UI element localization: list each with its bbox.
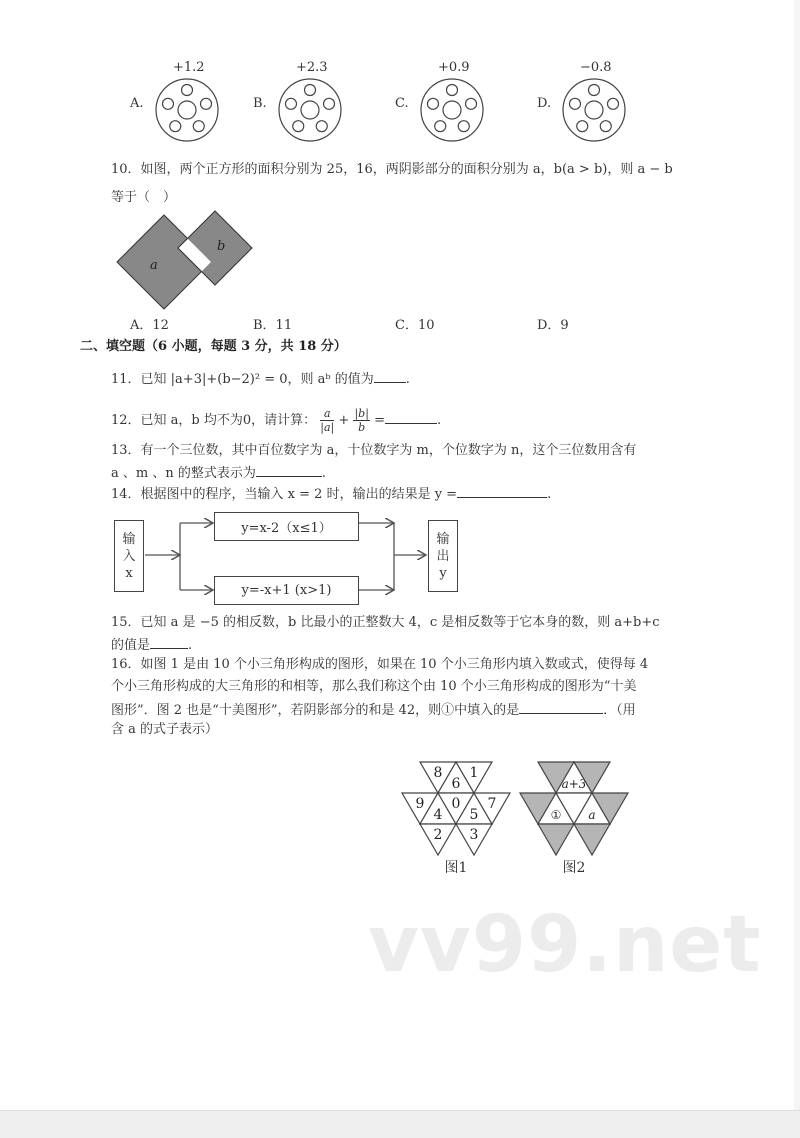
small-triangle xyxy=(538,824,574,855)
triangle-label: 5 xyxy=(469,807,479,823)
figure-caption: 图2 xyxy=(562,860,586,876)
branch-bottom-box: y=-x+1 (x>1) xyxy=(214,576,359,605)
q13-line2: a 、m 、n 的整式表示为 . xyxy=(111,466,326,481)
triangle-label: 8 xyxy=(433,765,443,781)
q10-option-a: A．12 xyxy=(130,318,169,333)
triangle-label: 9 xyxy=(415,796,425,812)
figure-caption: 图1 xyxy=(444,860,468,876)
squares-figure xyxy=(110,205,260,317)
bottom-bar xyxy=(0,1110,800,1138)
q14-text: 14．根据图中的程序，当输入 x = 2 时，输出的结果是 y = . xyxy=(111,487,552,502)
wheel-icon xyxy=(419,77,485,143)
triangle-label: ① xyxy=(550,808,562,822)
equals-sign: = xyxy=(374,413,385,428)
q9-option-letter: C. xyxy=(395,96,409,111)
q16-line1: 16．如图 1 是由 10 个小三角形构成的图形，如果在 10 个小三角形内填入数或式，使得每 4 xyxy=(111,657,649,672)
q15-line1: 15．已知 a 是 −5 的相反数，b 比最小的正整数大 4，c 是相反数等于它本身的数，则 a+b+c xyxy=(111,615,660,630)
fraction-a: $\frac{a}{|a|}$ xyxy=(320,407,335,434)
q11-end: . xyxy=(405,372,410,387)
input-box: 输 入 x xyxy=(114,520,144,592)
label-a: a xyxy=(150,258,158,273)
q16-line2: 个小三角形构成的大三角形的和相等，那么我们称这个由 10 个小三角形构成的图形为“十美 xyxy=(111,679,637,694)
q9-option-letter: D. xyxy=(537,96,552,111)
branch-top-box: y=x-2（x≤1） xyxy=(214,512,359,541)
scroll-edge xyxy=(794,0,800,1110)
fraction-b: $\frac{|b|}{b}$ xyxy=(354,407,369,434)
q13-line1: 13．有一个三位数，其中百位数字为 a，十位数字为 m，个位数字为 n，这个三位数用含有 xyxy=(111,443,637,458)
q9-option-value: +1.2 xyxy=(173,60,205,75)
wheel-icon xyxy=(561,77,627,143)
q10-option-d: D．9 xyxy=(537,318,569,333)
q9-option-value: +0.9 xyxy=(438,60,470,75)
plus-sign: + xyxy=(338,413,350,428)
triangle-label: 0 xyxy=(451,796,461,812)
small-triangle xyxy=(574,824,610,855)
q12 xyxy=(111,404,441,438)
q11-text: 11．已知 |a+3|+(b−2)² = 0，则 aᵇ 的值为 xyxy=(111,372,374,387)
q9-option-value: −0.8 xyxy=(580,60,612,75)
q11 xyxy=(111,370,410,388)
q9-option-letter: B. xyxy=(253,96,267,111)
q10-option-b: B．11 xyxy=(253,318,293,333)
q10-line2: 等于（ ） xyxy=(111,190,177,205)
section-title: 二、填空题（6 小题，每题 3 分，共 18 分） xyxy=(80,339,347,354)
label-b: b xyxy=(217,239,226,254)
q16-line3: 图形”．图 2 也是“十美图形”，若阴影部分的和是 42，则①中填入的是 ．（用 xyxy=(111,703,636,718)
triangle-label: 7 xyxy=(487,796,497,812)
q9-option-value: +2.3 xyxy=(296,60,328,75)
q10-option-c: C．10 xyxy=(395,318,435,333)
watermark: vv99.net xyxy=(368,900,762,990)
triangle-label: 2 xyxy=(433,827,443,843)
triangle-label: 3 xyxy=(469,827,479,843)
wheel-icon xyxy=(154,77,220,143)
triangle-label: 4 xyxy=(433,807,443,823)
q10-line1: 10．如图，两个正方形的面积分别为 25，16，两阴影部分的面积分别为 a，b(a > b)，则 a − b xyxy=(111,162,673,177)
q12-end: . xyxy=(436,413,442,428)
q9-option-letter: A. xyxy=(130,96,144,111)
output-box: 输 出 y xyxy=(428,520,458,592)
q16-line4: 含 a 的式子表示） xyxy=(111,722,219,737)
triangle-label: a xyxy=(588,808,596,822)
triangle-figures xyxy=(395,755,645,880)
triangle-label: 1 xyxy=(469,765,479,781)
wheel-icon xyxy=(277,77,343,143)
q15-line2: 的值是 . xyxy=(111,638,193,653)
triangle-label: a+3 xyxy=(561,777,587,791)
triangle-label: 6 xyxy=(451,776,461,792)
q12-text: 12．已知 a，b 均不为0，请计算： xyxy=(111,413,317,428)
